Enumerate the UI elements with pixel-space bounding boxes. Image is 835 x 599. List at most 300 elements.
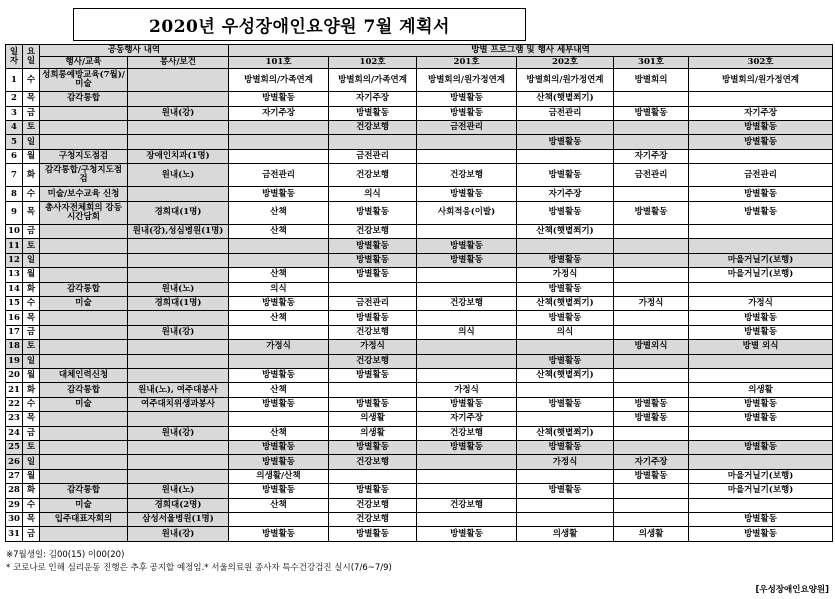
room-cell: 자기주장 (614, 149, 689, 163)
event-cell (40, 412, 128, 426)
event-cell: 미술 (40, 397, 128, 411)
volunteer-cell: 원내(강),성심병원(1명) (128, 225, 229, 239)
room-cell (229, 325, 329, 339)
date-cell: 2 (6, 92, 23, 106)
room-cell: 의식 (329, 187, 417, 201)
room-cell: 의생활 (329, 412, 417, 426)
room-cell: 의식 (517, 325, 614, 339)
volunteer-cell: 경희대(1명) (128, 201, 229, 224)
room-cell: 건강보행 (329, 498, 417, 512)
event-cell: 미술/보수교육 신청 (40, 187, 128, 201)
room-cell: 방별활동 (329, 239, 417, 253)
room-cell (517, 512, 614, 526)
table-row (6, 69, 833, 92)
volunteer-cell (128, 469, 229, 483)
room-header: 102호 (329, 57, 417, 69)
room-cell: 방별활동 (689, 121, 833, 135)
room-cell: 방별활동 (689, 412, 833, 426)
room-cell: 가정식 (689, 297, 833, 311)
room-cell: 금전관리 (517, 106, 614, 120)
table-row (6, 164, 833, 187)
room-cell (229, 135, 329, 149)
table-row (6, 239, 833, 253)
room-cell (614, 484, 689, 498)
room-cell: 가정식 (517, 268, 614, 282)
event-cell: 입주대표자회의 (40, 512, 128, 526)
dow-cell: 일 (23, 354, 40, 368)
room-cell: 산책 (229, 426, 329, 440)
room-cell (517, 239, 614, 253)
room-cell (614, 239, 689, 253)
room-cell: 방별활동 (417, 92, 517, 106)
event-cell: 총사자전체회의 강동시간담회 (40, 201, 128, 224)
room-cell (614, 92, 689, 106)
event-cell (40, 354, 128, 368)
room-cell: 방별회의/원가정연계 (417, 69, 517, 92)
room-cell (229, 354, 329, 368)
dow-cell: 월 (23, 469, 40, 483)
dow-cell: 목 (23, 512, 40, 526)
table-row (6, 149, 833, 163)
room-cell: 방별활동 (329, 106, 417, 120)
room-cell: 방별활동 (689, 187, 833, 201)
volunteer-cell (128, 311, 229, 325)
birthday-note: ※7월생일: 김00(15) 이00(20) (6, 550, 125, 560)
dow-cell: 수 (23, 498, 40, 512)
date-cell: 6 (6, 149, 23, 163)
room-cell (517, 412, 614, 426)
event-cell: 미술 (40, 297, 128, 311)
room-cell (517, 498, 614, 512)
room-cell: 방별회의 (614, 69, 689, 92)
room-cell (614, 426, 689, 440)
room-cell: 방별활동 (517, 201, 614, 224)
room-cell (689, 498, 833, 512)
room-cell: 자기주장 (689, 106, 833, 120)
event-cell: 성희롱예방교육(7월)/미술 (40, 69, 128, 92)
room-cell (614, 369, 689, 383)
dow-cell: 목 (23, 201, 40, 224)
room-cell: 건강보행 (329, 164, 417, 187)
dow-cell: 목 (23, 92, 40, 106)
dow-cell: 월 (23, 149, 40, 163)
room-cell: 방별 외식 (689, 340, 833, 354)
date-cell: 17 (6, 325, 23, 339)
date-cell: 8 (6, 187, 23, 201)
table-row (6, 297, 833, 311)
date-cell: 1 (6, 69, 23, 92)
room-cell: 방별활동 (229, 455, 329, 469)
room-cell (329, 469, 417, 483)
room-cell: 방별활동 (689, 325, 833, 339)
signature: [우성장애인요양원] (755, 585, 829, 595)
event-cell: 감각통합 (40, 484, 128, 498)
volunteer-cell: 원내(노), 여주대봉사 (128, 383, 229, 397)
volunteer-cell: 원내(강) (128, 325, 229, 339)
room-cell: 산책 (229, 225, 329, 239)
table-row (6, 484, 833, 498)
date-cell: 25 (6, 440, 23, 454)
volunteer-cell: 여주대치위생과봉사 (128, 397, 229, 411)
table-row (6, 268, 833, 282)
room-cell: 산책(햇볕쬐기) (517, 92, 614, 106)
room-cell: 방별활동 (417, 187, 517, 201)
room-cell: 가정식 (329, 340, 417, 354)
room-cell: 방별활동 (329, 253, 417, 267)
room-cell (329, 135, 417, 149)
volunteer-cell: 원내(강) (128, 527, 229, 542)
dow-cell: 금 (23, 527, 40, 542)
room-cell (614, 498, 689, 512)
room-cell (417, 149, 517, 163)
room-cell: 자기주장 (329, 92, 417, 106)
table-row (6, 92, 833, 106)
schedule-body (6, 69, 833, 542)
room-cell: 방별활동 (517, 253, 614, 267)
room-cell: 산책 (229, 311, 329, 325)
room-cell: 가정식 (229, 340, 329, 354)
room-header: 302호 (689, 57, 833, 69)
room-cell: 방별활동 (517, 440, 614, 454)
room-cell: 금전관리 (329, 149, 417, 163)
event-cell (40, 121, 128, 135)
room-cell (689, 369, 833, 383)
dow-cell: 수 (23, 187, 40, 201)
volunteer-cell: 경희대(1명) (128, 297, 229, 311)
room-cell (229, 149, 329, 163)
volunteer-cell (128, 412, 229, 426)
room-cell: 방별활동 (614, 106, 689, 120)
dow-header: 요 일 (23, 45, 40, 69)
table-row (6, 253, 833, 267)
room-cell: 산책(햇볕쬐기) (517, 426, 614, 440)
room-cell: 방별활동 (614, 397, 689, 411)
room-cell: 방별활동 (614, 412, 689, 426)
room-cell: 방별활동 (329, 369, 417, 383)
room-cell: 의생활 (689, 383, 833, 397)
page-title: 2020년 우성장애인요양원 7월 계획서 (149, 17, 450, 37)
volunteer-cell (128, 440, 229, 454)
room-cell (689, 455, 833, 469)
date-header: 일 자 (6, 45, 23, 69)
room-cell: 방별활동 (417, 397, 517, 411)
dow-cell: 금 (23, 426, 40, 440)
event-cell: 감각통합 (40, 92, 128, 106)
date-cell: 12 (6, 253, 23, 267)
room-cell (329, 383, 417, 397)
event-cell (40, 225, 128, 239)
table-row (6, 369, 833, 383)
date-cell: 9 (6, 201, 23, 224)
dow-cell: 화 (23, 282, 40, 296)
table-row (6, 512, 833, 526)
room-cell: 방별활동 (229, 397, 329, 411)
room-cell (614, 383, 689, 397)
volunteer-cell (128, 187, 229, 201)
room-cell: 방별활동 (517, 354, 614, 368)
room-cell (417, 455, 517, 469)
table-row (6, 440, 833, 454)
dow-cell: 토 (23, 340, 40, 354)
room-cell (417, 225, 517, 239)
room-cell: 건강보행 (417, 498, 517, 512)
room-cell (614, 268, 689, 282)
room-cell: 방별활동 (229, 187, 329, 201)
dow-cell: 화 (23, 383, 40, 397)
volunteer-cell: 장애인치과(1명) (128, 149, 229, 163)
table-row (6, 426, 833, 440)
table-row (6, 383, 833, 397)
table-row (6, 469, 833, 483)
room-cell: 방별활동 (229, 92, 329, 106)
table-row (6, 135, 833, 149)
room-cell: 건강보행 (329, 325, 417, 339)
room-header: 201호 (417, 57, 517, 69)
date-cell: 24 (6, 426, 23, 440)
event-header: 행사/교육 (40, 57, 128, 69)
dow-cell: 금 (23, 325, 40, 339)
room-cell: 건강보행 (417, 164, 517, 187)
date-cell: 4 (6, 121, 23, 135)
room-cell: 마을거닐기(보행) (689, 469, 833, 483)
room-cell (417, 268, 517, 282)
dow-cell: 월 (23, 369, 40, 383)
room-cell (614, 253, 689, 267)
room-cell (614, 440, 689, 454)
volunteer-cell (128, 455, 229, 469)
room-cell: 방별활동 (229, 527, 329, 542)
room-cell (229, 239, 329, 253)
room-cell (614, 135, 689, 149)
room-cell: 산책(햇볕쬐기) (517, 297, 614, 311)
table-row (6, 311, 833, 325)
table-row (6, 455, 833, 469)
date-cell: 16 (6, 311, 23, 325)
room-cell (689, 225, 833, 239)
volunteer-header: 봉사/보건 (128, 57, 229, 69)
table-row (6, 412, 833, 426)
volunteer-cell: 원내(노) (128, 484, 229, 498)
room-cell (229, 121, 329, 135)
room-cell: 방별활동 (329, 201, 417, 224)
volunteer-cell: 원내(노) (128, 164, 229, 187)
info-note: * 코로나로 인해 심리운동 진행은 추후 공지할 예정임.* 서울의료원 종사자 특수건강검진 실시(7/6~7/9) (6, 563, 392, 573)
room-cell: 방별활동 (329, 397, 417, 411)
room-header: 101호 (229, 57, 329, 69)
room-cell: 자기주장 (614, 455, 689, 469)
date-cell: 19 (6, 354, 23, 368)
common-header: 공동행사 내역 (40, 45, 229, 57)
dow-cell: 월 (23, 268, 40, 282)
room-cell: 산책(햇볕쬐기) (517, 369, 614, 383)
room-cell (329, 282, 417, 296)
room-cell (229, 412, 329, 426)
room-cell: 산책 (229, 498, 329, 512)
room-cell (517, 469, 614, 483)
dow-cell: 목 (23, 412, 40, 426)
date-cell: 10 (6, 225, 23, 239)
room-cell: 방별활동 (689, 440, 833, 454)
date-cell: 22 (6, 397, 23, 411)
event-cell (40, 106, 128, 120)
room-cell: 방별활동 (417, 440, 517, 454)
date-cell: 31 (6, 527, 23, 542)
room-cell: 금전관리 (614, 164, 689, 187)
room-cell: 방별활동 (417, 253, 517, 267)
room-cell (417, 484, 517, 498)
room-cell: 자기주장 (417, 412, 517, 426)
room-cell: 자기주장 (517, 187, 614, 201)
room-cell: 금전관리 (689, 164, 833, 187)
room-cell: 방별회의/가족연계 (229, 69, 329, 92)
volunteer-cell (128, 354, 229, 368)
date-cell: 30 (6, 512, 23, 526)
room-cell: 산책 (229, 201, 329, 224)
room-cell: 방별활동 (689, 397, 833, 411)
dow-cell: 일 (23, 455, 40, 469)
room-cell (417, 512, 517, 526)
room-cell: 방별활동 (329, 268, 417, 282)
event-cell (40, 325, 128, 339)
room-cell: 건강보행 (329, 455, 417, 469)
room-cell: 건강보행 (329, 121, 417, 135)
event-cell (40, 311, 128, 325)
room-cell (417, 340, 517, 354)
date-cell: 26 (6, 455, 23, 469)
date-cell: 29 (6, 498, 23, 512)
date-cell: 14 (6, 282, 23, 296)
volunteer-cell (128, 92, 229, 106)
room-cell (614, 325, 689, 339)
room-cell: 의생활 (517, 527, 614, 542)
room-cell (417, 354, 517, 368)
program-header: 방별 프로그램 및 행사 세부내역 (229, 45, 833, 57)
room-cell: 가정식 (614, 297, 689, 311)
volunteer-cell (128, 268, 229, 282)
room-cell: 가정식 (417, 383, 517, 397)
volunteer-cell (128, 69, 229, 92)
room-cell: 방별활동 (229, 440, 329, 454)
room-cell: 방별활동 (417, 239, 517, 253)
room-cell: 방별활동 (517, 164, 614, 187)
table-row (6, 201, 833, 224)
table-row (6, 354, 833, 368)
date-cell: 7 (6, 164, 23, 187)
table-row (6, 340, 833, 354)
room-cell: 방별활동 (329, 527, 417, 542)
volunteer-cell (128, 369, 229, 383)
table-row (6, 527, 833, 542)
dow-cell: 금 (23, 225, 40, 239)
room-cell: 방별활동 (689, 201, 833, 224)
room-cell: 건강보행 (329, 512, 417, 526)
room-cell: 방별활동 (689, 527, 833, 542)
room-cell: 금전관리 (329, 297, 417, 311)
room-cell (689, 354, 833, 368)
room-cell: 방별활동 (517, 311, 614, 325)
event-cell (40, 440, 128, 454)
event-cell (40, 253, 128, 267)
event-cell (40, 239, 128, 253)
volunteer-cell: 원내(노) (128, 282, 229, 296)
event-cell (40, 426, 128, 440)
room-cell: 방별활동 (689, 311, 833, 325)
room-cell (689, 282, 833, 296)
room-cell: 건강보행 (329, 354, 417, 368)
room-cell: 방별회의/원가정연계 (517, 69, 614, 92)
room-cell: 방별활동 (689, 512, 833, 526)
date-cell: 27 (6, 469, 23, 483)
room-cell: 산책 (229, 268, 329, 282)
room-cell: 방별활동 (329, 311, 417, 325)
room-cell: 방별회의/원가정연계 (689, 69, 833, 92)
dow-cell: 화 (23, 484, 40, 498)
dow-cell: 일 (23, 253, 40, 267)
room-cell (517, 149, 614, 163)
dow-cell: 토 (23, 239, 40, 253)
table-row (6, 225, 833, 239)
room-cell: 방별활동 (329, 440, 417, 454)
room-cell (689, 426, 833, 440)
room-header: 301호 (614, 57, 689, 69)
room-cell: 자기주장 (229, 106, 329, 120)
room-cell: 의생활/산책 (229, 469, 329, 483)
event-cell: 감각통합 (40, 282, 128, 296)
event-cell (40, 340, 128, 354)
dow-cell: 수 (23, 297, 40, 311)
room-cell (614, 282, 689, 296)
date-cell: 5 (6, 135, 23, 149)
event-cell (40, 268, 128, 282)
room-cell (417, 282, 517, 296)
date-cell: 20 (6, 369, 23, 383)
room-cell: 방별회의/가족연계 (329, 69, 417, 92)
room-cell: 의식 (229, 282, 329, 296)
room-cell: 방별활동 (229, 369, 329, 383)
date-cell: 18 (6, 340, 23, 354)
room-cell: 건강보행 (417, 297, 517, 311)
room-cell (229, 512, 329, 526)
room-cell: 방별활동 (517, 282, 614, 296)
room-cell (517, 383, 614, 397)
room-cell (417, 369, 517, 383)
table-row (6, 498, 833, 512)
event-cell (40, 527, 128, 542)
date-cell: 21 (6, 383, 23, 397)
room-cell (614, 187, 689, 201)
room-cell: 방별활동 (417, 106, 517, 120)
plan-table (5, 44, 833, 542)
room-cell: 가정식 (517, 455, 614, 469)
room-cell: 사회적응(이발) (417, 201, 517, 224)
room-cell: 방별활동 (229, 297, 329, 311)
event-cell: 구청지도점검 (40, 149, 128, 163)
volunteer-cell (128, 135, 229, 149)
room-cell: 방별활동 (614, 201, 689, 224)
table-row (6, 187, 833, 201)
room-cell: 금전관리 (417, 121, 517, 135)
dow-cell: 목 (23, 311, 40, 325)
room-cell: 의생활 (614, 527, 689, 542)
room-cell: 산책(햇볕쬐기) (517, 225, 614, 239)
table-row (6, 282, 833, 296)
room-cell: 방별활동 (417, 527, 517, 542)
table-row (6, 121, 833, 135)
room-cell: 방별활동 (517, 135, 614, 149)
room-cell: 방별활동 (517, 397, 614, 411)
room-cell (614, 354, 689, 368)
room-cell: 산책 (229, 383, 329, 397)
